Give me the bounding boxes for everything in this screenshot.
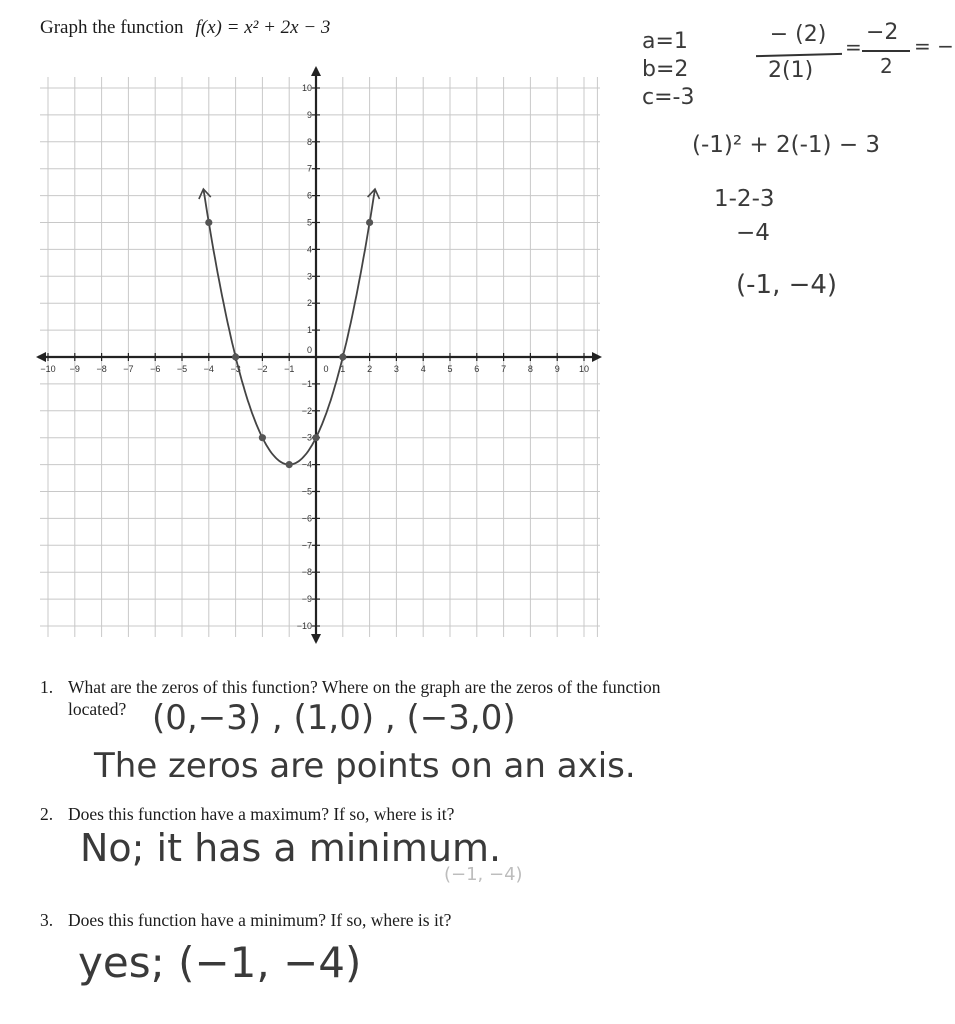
x-tick-label: 7 xyxy=(501,364,507,374)
question-3-answer: yes; (−1, −4) xyxy=(78,938,362,987)
plotted-point xyxy=(259,434,266,441)
y-tick-label: 4 xyxy=(306,244,312,255)
question-2 xyxy=(40,804,454,825)
y-tick-label: 9 xyxy=(306,109,312,120)
x-tick-label: −3 xyxy=(230,364,241,374)
question-1-text-line1: What are the zeros of this function? Where on the graph are the zeros of the function xyxy=(68,677,661,697)
coefficient-a: a=1 xyxy=(642,29,688,54)
x-tick-label: 5 xyxy=(447,364,453,374)
vertex-x-numerator: − (2) xyxy=(769,22,827,47)
y-tick-label: −5 xyxy=(301,486,312,497)
question-3-number: 3. xyxy=(40,910,54,930)
y-axis-arrow-up xyxy=(311,66,321,76)
x-tick-label: 10 xyxy=(578,364,590,374)
plotted-point xyxy=(339,353,346,360)
question-1-answer-line2: The zeros are points on an axis. xyxy=(94,746,636,786)
question-2-answer: No; it has a minimum. xyxy=(80,826,502,870)
y-tick-label: 10 xyxy=(301,83,312,93)
coefficient-b: b=2 xyxy=(642,57,689,82)
x-tick-label: 2 xyxy=(367,364,373,374)
y-tick-label: 3 xyxy=(306,271,312,282)
question-2-number: 2. xyxy=(40,804,54,824)
question-1-answer-line1: (0,−3) , (1,0) , (−3,0) xyxy=(152,698,516,738)
x-tick-label: −1 xyxy=(284,364,295,374)
coefficient-c: c=-3 xyxy=(642,85,695,110)
substitution: (-1)² + 2(-1) − 3 xyxy=(692,132,881,158)
x-axis-arrow-left xyxy=(36,352,46,362)
x-tick-label: 3 xyxy=(393,364,399,374)
y-tick-label: 5 xyxy=(306,217,312,228)
y-tick-label: −4 xyxy=(301,459,312,470)
x-tick-label: −7 xyxy=(123,364,134,374)
x-tick-label: −4 xyxy=(203,364,214,374)
y-tick-label: 0 xyxy=(306,345,312,355)
y-tick-label: −8 xyxy=(301,567,312,578)
vertex-x-denominator: 2(1) xyxy=(768,58,814,83)
question-1-number: 1. xyxy=(40,677,54,697)
x-tick-label: 4 xyxy=(420,364,426,374)
x-tick-label: −9 xyxy=(69,364,80,374)
y-tick-label: 7 xyxy=(306,163,312,174)
question-3 xyxy=(40,910,451,931)
y-axis-arrow-down xyxy=(311,634,321,644)
y-tick-label: 8 xyxy=(306,136,312,147)
y-tick-label: −1 xyxy=(301,378,312,389)
y-tick-label: −7 xyxy=(301,540,312,551)
y-tick-label: 6 xyxy=(306,190,312,201)
question-1-text-line2: located? xyxy=(68,699,127,719)
title-text: Graph the function xyxy=(40,17,184,38)
y-tick-label: 2 xyxy=(306,298,312,309)
question-1 xyxy=(40,677,661,698)
x-tick-label: 9 xyxy=(554,364,560,374)
plotted-point xyxy=(312,434,319,441)
vertex-result: (-1, −4) xyxy=(736,270,838,300)
function-label: f(x) = x² + 2x − 3 xyxy=(195,17,331,38)
x-tick-label: −5 xyxy=(176,364,188,374)
simplify-result: −4 xyxy=(736,220,770,246)
graph-axes xyxy=(36,66,602,644)
plotted-point xyxy=(232,353,239,360)
vertex-x-denominator-2: 2 xyxy=(880,54,893,78)
question-2-text: Does this function have a maximum? If so, where is it? xyxy=(68,804,455,824)
vertex-x-equals-1: = xyxy=(845,35,862,59)
y-tick-label: 1 xyxy=(306,325,312,336)
plotted-point xyxy=(366,219,373,226)
vertex-x-equals-2: = − xyxy=(914,34,954,58)
x-tick-label: 6 xyxy=(474,364,480,374)
y-tick-label: −10 xyxy=(296,621,312,631)
x-tick-label: −6 xyxy=(150,364,161,374)
x-tick-label: 1 xyxy=(340,364,346,374)
x-tick-label: −8 xyxy=(96,364,107,374)
x-tick-label: −2 xyxy=(257,364,268,374)
y-tick-label: −9 xyxy=(301,594,312,605)
plotted-point xyxy=(286,461,293,468)
x-tick-label: 8 xyxy=(527,364,533,374)
x-tick-label: 0 xyxy=(323,364,329,374)
y-tick-label: −3 xyxy=(301,432,312,443)
x-tick-label: −10 xyxy=(40,364,56,374)
y-tick-label: −2 xyxy=(301,405,312,416)
question-3-text: Does this function have a minimum? If so, where is it? xyxy=(68,910,452,930)
question-2-answer-faint: (−1, −4) xyxy=(444,864,523,885)
simplify-step: 1-2-3 xyxy=(714,186,775,212)
y-tick-label: −6 xyxy=(301,513,312,524)
plotted-point xyxy=(205,219,212,226)
vertex-x-numerator-2: −2 xyxy=(866,20,899,45)
